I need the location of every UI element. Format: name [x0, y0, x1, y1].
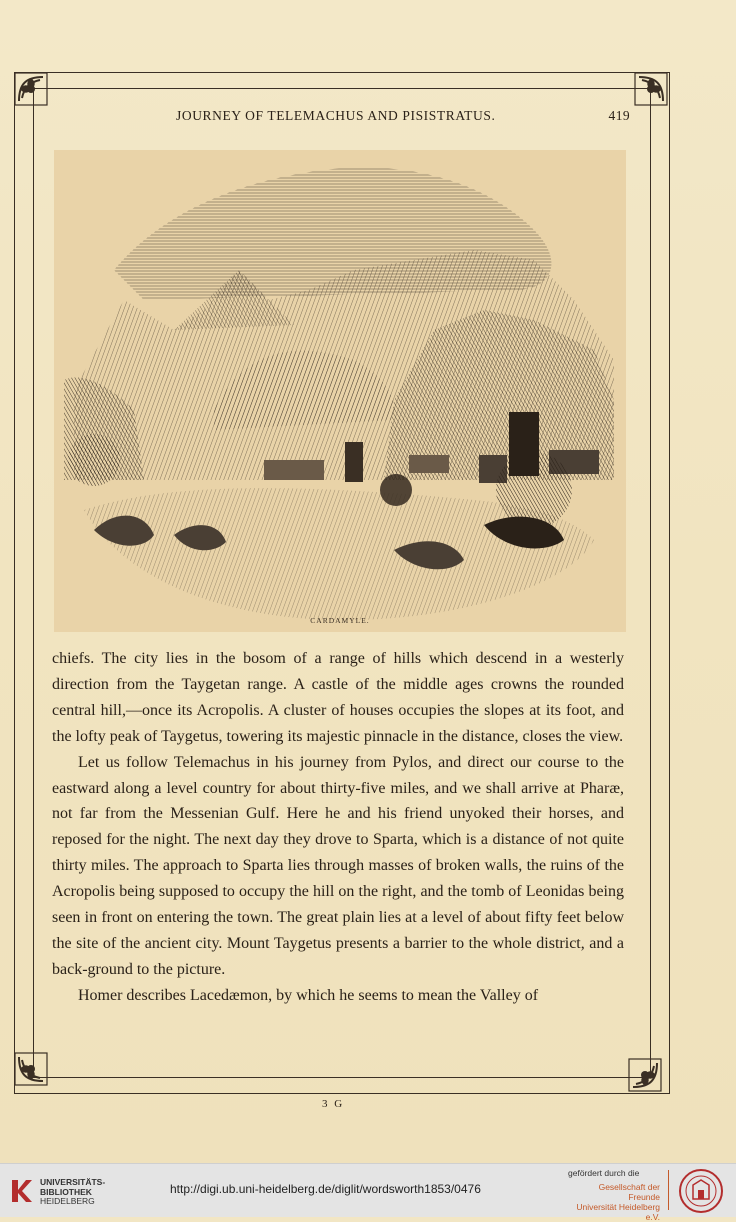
- sponsor-line: Gesellschaft der Freunde: [598, 1182, 660, 1202]
- digitization-footer: [0, 1163, 736, 1222]
- body-text: [52, 646, 624, 1009]
- running-title: JOURNEY OF TELEMACHUS AND PISISTRATUS.: [176, 108, 496, 123]
- paragraph: chiefs. The city lies in the bosom of a range of hills which descend in a westerly direction from the Taygetan range. A castle of the middle ages crowns the rounded central hill,—once its Acropolis. A cluster of houses occupies the slopes at its foot, and the lofty peak of Taygetus, towering its majestic pinnacle in the distance, closes the view.: [52, 650, 624, 745]
- library-logo-icon: [8, 1174, 36, 1206]
- corner-ornament-icon: [14, 1052, 48, 1086]
- library-name-line: BIBLIOTHEK: [40, 1186, 92, 1197]
- library-name: [40, 1178, 105, 1207]
- sponsor-line: Universität Heidelberg e.V.: [576, 1202, 660, 1222]
- permalink-url[interactable]: http://digi.ub.uni-heidelberg.de/diglit/wordsworth1853/0476: [170, 1182, 481, 1196]
- engraving-illustration: [54, 150, 626, 632]
- page-number: 419: [608, 108, 630, 123]
- paragraph: Let us follow Telemachus in his journey from Pylos, and direct our course to the eastward along a level country for about thirty-five miles, and we shall arrive at Pharæ, not far from the Messenian Gulf. Here he and his friend unyoked their horses, and reposed for the night. The next day they drove to Sparta, which is a distance of not quite thirty miles. The approach to Sparta lies through masses of broken walls, the ruins of the Acropolis being supposed to occupy the hill on the right, and the tomb of Leonidas being seen in front on entering the town. The great plain lies at a level of about fifty feet below the site of the ancient city. Mount Taygetus presents a barrier to the whole district, and a back-ground to the picture.: [52, 753, 624, 978]
- university-seal-icon: [678, 1168, 724, 1214]
- corner-ornament-icon: [634, 72, 668, 106]
- paragraph: Homer describes Lacedæmon, by which he seems to mean the Valley of: [78, 986, 539, 1004]
- landscape-engraving-icon: [54, 150, 626, 632]
- running-head: [60, 108, 630, 130]
- library-name-line: HEIDELBERG: [40, 1196, 95, 1206]
- footer-divider: [668, 1170, 669, 1210]
- corner-ornament-icon: [628, 1058, 662, 1092]
- funded-by-label: gefördert durch die: [568, 1168, 640, 1178]
- library-name-line: UNIVERSITÄTS-: [40, 1177, 106, 1187]
- signature-mark: 3 G: [322, 1098, 345, 1110]
- corner-ornament-icon: [14, 72, 48, 106]
- illustration-caption: CARDAMYLE.: [310, 616, 370, 625]
- sponsor-name: [572, 1182, 660, 1222]
